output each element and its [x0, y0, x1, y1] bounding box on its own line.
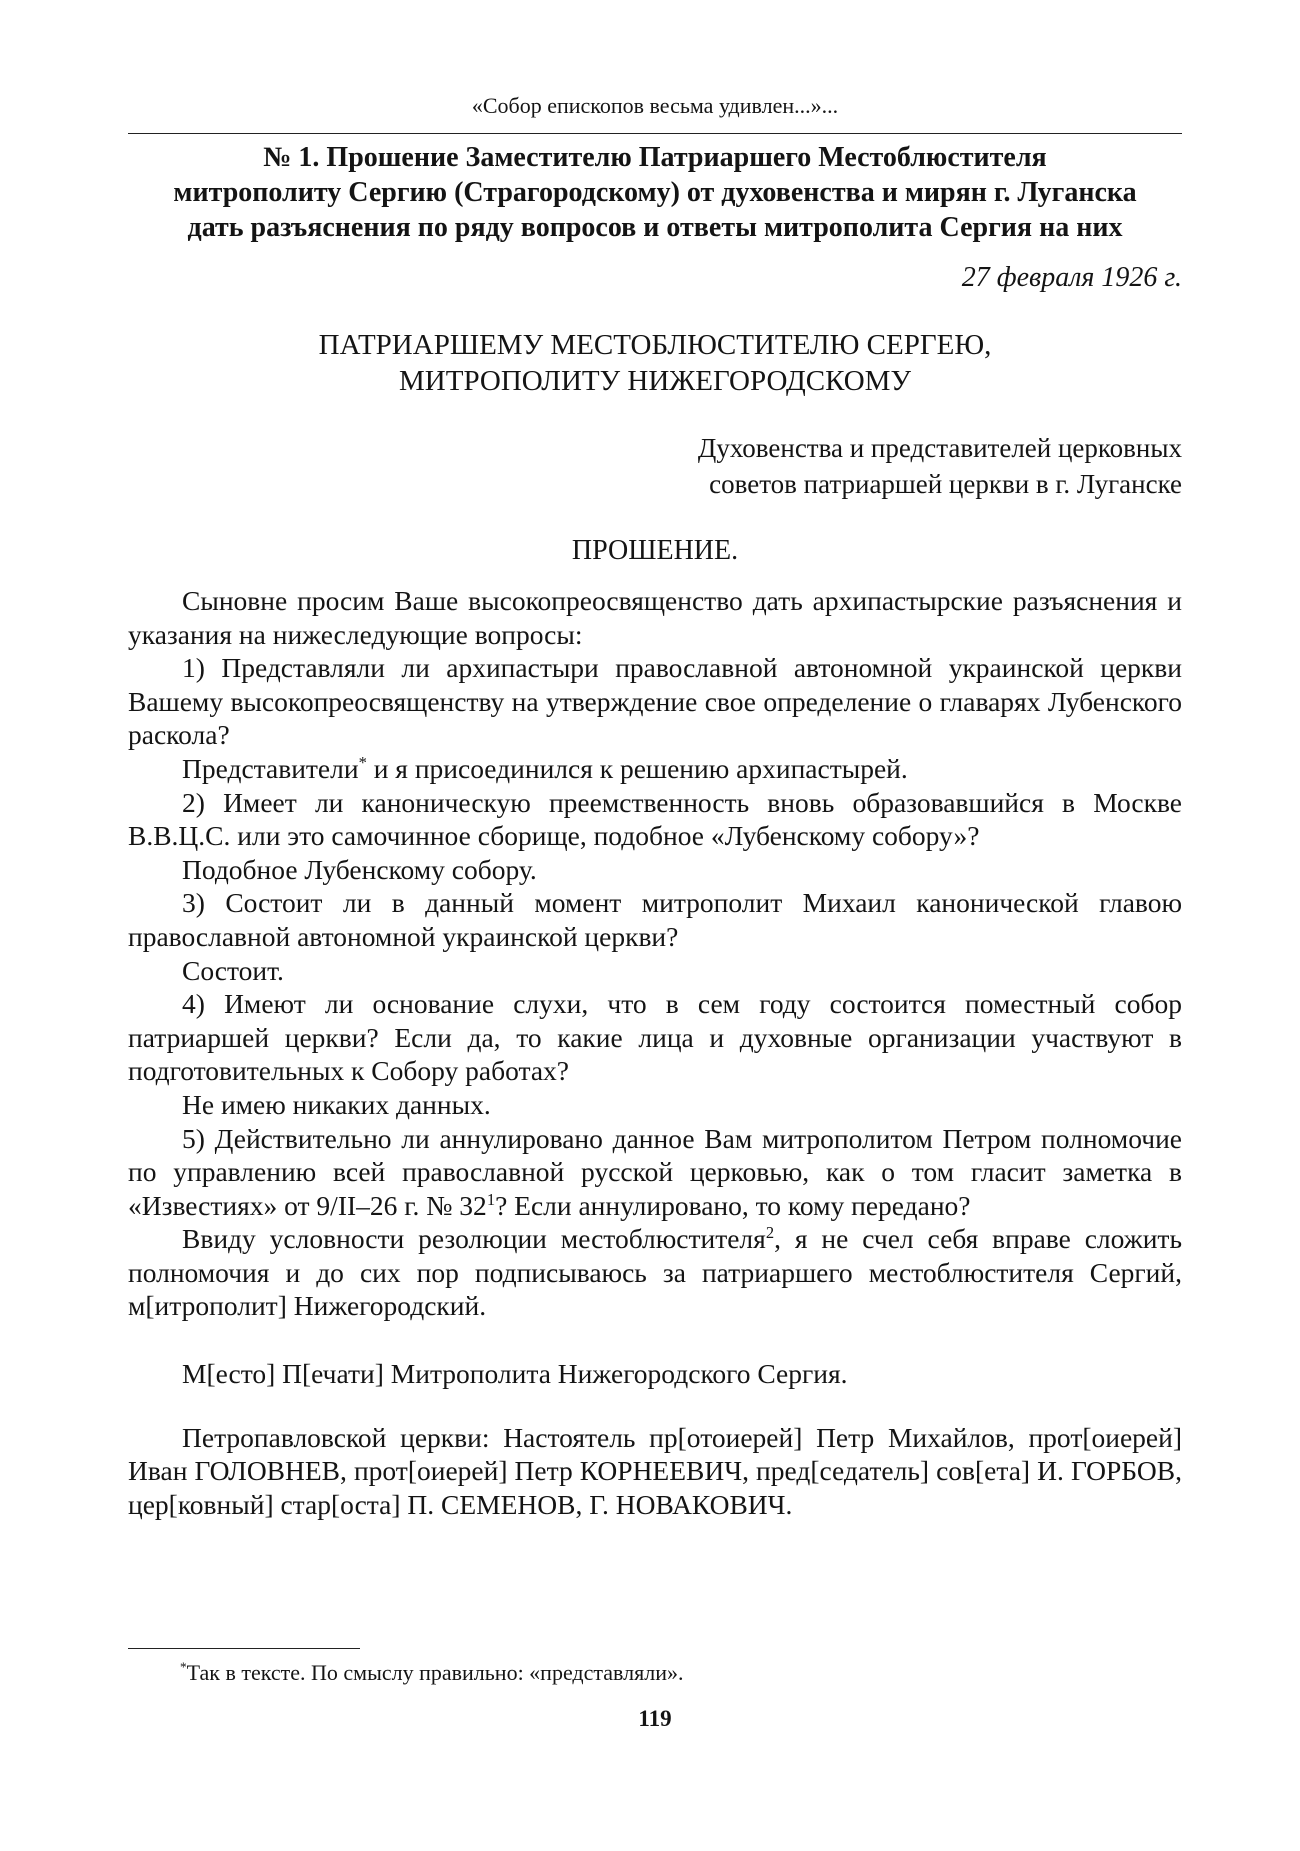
question-4: 4) Имеют ли основание слухи, что в сем году состоится поместный собор патриаршей церкви? Если да, то какие лица и духовные организации участвуют в подготовительных к Собору работах? — [128, 988, 1182, 1087]
petition-heading: ПРОШЕНИЕ. — [571, 535, 739, 566]
question-5 — [128, 1122, 1182, 1223]
seal-note: М[есто] П[ечати] Митрополита Нижегородского Сергия. — [182, 1358, 848, 1390]
addressee-block — [128, 327, 1182, 399]
footnote-text: Так в тексте. По смыслу правильно: «представляли». — [186, 1660, 684, 1685]
petition-body — [128, 584, 1182, 1521]
question-2: 2) Имеет ли каноническую преемственность вновь образовавшийся в Москве В.В.Ц.С. или это самочинное сборище, подобное «Лубенскому собору»? — [128, 786, 1182, 852]
footnote-rule — [128, 1648, 360, 1649]
title-line: № 1. Прошение Заместителю Патриаршего Местоблюстителя — [263, 142, 1047, 173]
question-3: 3) Состоит ли в данный момент митрополит Михаил канонической главою православной автономной украинской церкви? — [128, 887, 1182, 952]
question-5-text: 5) Действительно ли аннулировано данное Вам митрополитом Петром полномочие по управлению всей православной русской церковью, как о том гласит заметка в «Известиях» от 9/II–26 г. № 32 — [128, 1122, 1182, 1221]
sender-line: советов патриаршей церкви в г. Луганске — [709, 469, 1182, 499]
title-line: митрополиту Сергию (Страгородскому) от духовенства и мирян г. Луганска — [173, 177, 1137, 208]
answer-1-text: и я присоединился к решению архипастырей. — [366, 752, 908, 784]
document-title — [128, 140, 1182, 245]
question-5-text: ? Если аннулировано, то кому передано? — [495, 1189, 971, 1221]
footnote-reference: * — [358, 752, 367, 772]
intro-paragraph: Сыновне просим Ваше высокопреосвященство дать архипастырские разъяснения и указания на нижеследующие вопросы: — [128, 585, 1182, 650]
answer-4: Не имею никаких данных. — [182, 1088, 491, 1120]
header-rule — [128, 133, 1182, 134]
answer-2: Подобное Лубенскому собору. — [182, 853, 537, 885]
document-date: 27 февраля 1926 г. — [961, 262, 1182, 293]
answer-5-text: Ввиду условности резолюции местоблюстителя — [182, 1223, 766, 1255]
answer-5-text: , я не счел себя вправе сложить полномочия и до сих пор подписываюсь за патриаршего местоблюстителя Сергий, м[итрополит] Нижегородский. — [128, 1223, 1182, 1322]
addressee-line: ПАТРИАРШЕМУ МЕСТОБЛЮСТИТЕЛЮ СЕРГЕЮ, — [318, 329, 992, 361]
sender-block — [698, 430, 1182, 502]
signatories: Петропавловской церкви: Настоятель пр[отоиерей] Петр Михайлов, прот[оиерей] Иван ГОЛОВНЕВ, прот[оиерей] Петр КОРНЕЕВИЧ, пред[седатель] сов[ета] И. ГОРБОВ, цер[ковный] стар[оста] П. СЕМЕНОВ, Г. НОВАКОВИЧ. — [128, 1421, 1182, 1520]
footnote — [180, 1659, 683, 1687]
addressee-line: МИТРОПОЛИТУ НИЖЕГОРОДСКОМУ — [399, 365, 911, 397]
answer-3: Состоит. — [182, 954, 284, 986]
answer-1 — [128, 752, 1182, 786]
footnote-mark: * — [180, 1659, 187, 1675]
title-line: дать разъяснения по ряду вопросов и ответы митрополита Сергия на них — [187, 212, 1123, 243]
question-1: 1) Представляли ли архипастыри православной автономной украинской церкви Вашему высокопреосвященству на утверждение свое определение о главарях Лубенского раскола? — [128, 652, 1182, 751]
page-number: 119 — [638, 1706, 672, 1731]
footnote-reference: 2 — [765, 1223, 775, 1243]
footnote-reference: 1 — [486, 1189, 496, 1209]
answer-5 — [128, 1222, 1182, 1323]
sender-line: Духовенства и представителей церковных — [697, 433, 1182, 463]
running-head: «Собор епископов весьма удивлен...»... — [471, 93, 839, 118]
answer-1-text: Представители — [182, 752, 359, 784]
